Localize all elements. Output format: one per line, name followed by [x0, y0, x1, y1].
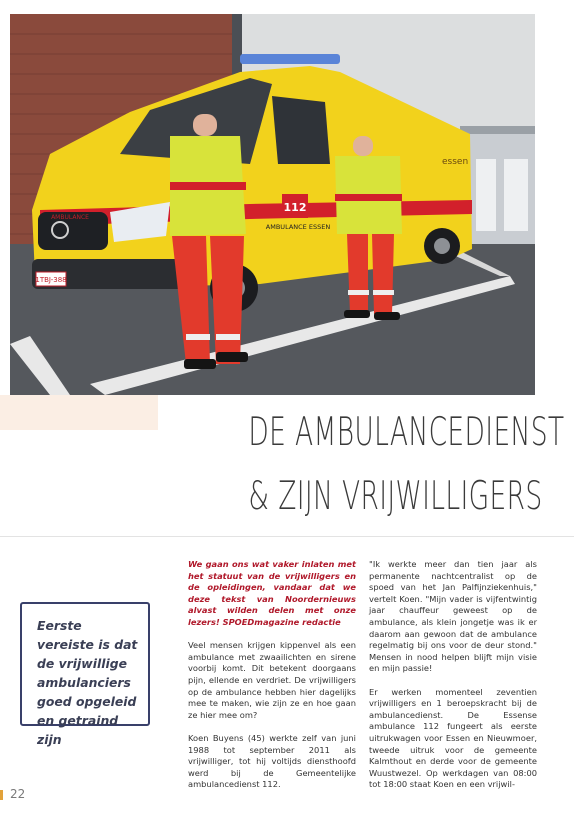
article-column-2: [369, 559, 537, 802]
van-side-text: AMBULANCE ESSEN: [265, 223, 331, 231]
license-plate: 1TBJ-388: [35, 276, 67, 284]
page-number: 22: [10, 787, 26, 801]
article-paragraph: Er werken momenteel zeventien vrijwilligers en 1 beroepskracht bij de ambulancedienst. De Essense ambulance 112 fungeert als eerste uitrukwagen voor Essen en Nieuwmoer, tweede uitruk voor de gemeente Kalmthout en derde voor de gemeente Wuustwezel. Op werkdagen van 08:00 tot 18:00 staat Koen en een vrijwil-: [369, 686, 537, 790]
headline-line-2: & ZIJN VRIJWILLIGERS: [248, 474, 543, 519]
pullquote-text: Eerste vereiste is dat de vrijwillige ambulanciers goed opgeleid en getraind zijn: [37, 618, 138, 747]
van-logo-text: essen: [442, 157, 469, 167]
article-paragraph: Koen Buyens (45) werkte zelf van juni 1988 tot september 2011 als vrijwilliger, tot hij voltijds diensthoofd werd bij de Gemeentelijke ambulancedienst 112.: [188, 732, 356, 790]
ambulance-photo: [10, 14, 535, 395]
article-column-1: [188, 559, 356, 802]
divider: [0, 536, 574, 537]
van-side-number: 112: [283, 201, 307, 214]
van-front-text: AMBULANCE: [51, 214, 89, 221]
article-intro: We gaan ons wat vaker inlaten met het statuut van de vrijwilligers en de opleidingen, vandaar dat we deze tekst van Noordernieuws alvast wilden delen met onze lezers! SPOEDmagazine redactie: [188, 559, 356, 627]
article-paragraph: Veel mensen krijgen kippenvel als een ambulance met zwaailichten en sirene voorbij komt. Dit betekent doorgaans pijn, ellende en verdriet. De vrijwilligers op de ambulance hebben hier dagelijks mee te maken, wie zijn ze en hoe gaan ze hier mee om?: [188, 640, 356, 720]
headline-line-1: DE AMBULANCEDIENST: [248, 410, 565, 455]
article-paragraph: "Ik werkte meer dan tien jaar als permanente nachtcentralist op de spoed van het Jan Palfijnziekenhuis," vertelt Koen. "Mijn vader is vijfentwintig jaar chauffeur geweest op de ambulance, als klein jongetje was ik er daarom aan gewoon dat de ambulance regelmatig bij ons voor de deur stond." Mensen in nood helpen blijft mijn visie en mijn passie!: [369, 559, 537, 674]
decorative-band: [0, 395, 158, 430]
page-marker: [0, 790, 3, 800]
pullquote-box: [20, 602, 150, 747]
